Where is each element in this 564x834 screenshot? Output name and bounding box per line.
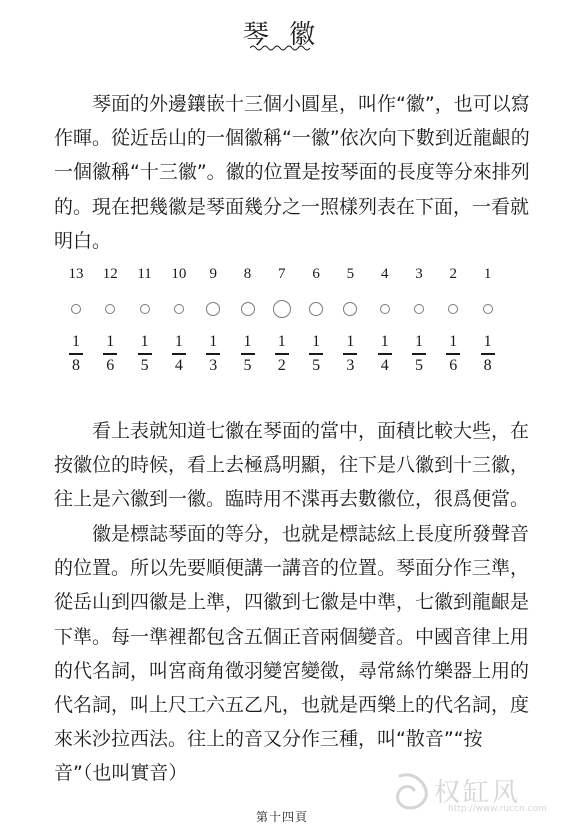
fraction-denominator: 5: [243, 356, 252, 374]
hui-fraction: [468, 332, 508, 376]
fraction-bar: [206, 353, 220, 355]
fraction-denominator: 3: [346, 356, 355, 374]
fraction-numerator: 1: [140, 333, 149, 350]
fraction-numerator: 1: [415, 333, 423, 350]
hui-dot-wrap: [468, 298, 508, 324]
hui-dot-icon: [380, 304, 390, 314]
hui-number: 13: [68, 266, 84, 282]
fraction-numerator: 1: [312, 333, 321, 350]
hui-number: 10: [171, 266, 187, 282]
hui-dot-icon: [174, 304, 184, 314]
fraction-denominator: 8: [72, 356, 80, 374]
paragraph-intro: 琴面的外邊鑲嵌十三個小圓星，叫作“徽”，也可以寫作暉。從近岳山的一個徽稱“一徽”依次向下數到近龍齦的一個徽稱“十三徽”。徽的位置是按琴面的長度等分來排列的。現在把幾徽是琴面幾分之一照樣列表在下面，一看就明白。: [54, 93, 530, 252]
fraction-numerator: 1: [209, 333, 218, 350]
fraction-denominator: 3: [209, 356, 218, 374]
fraction-numerator: 1: [449, 333, 458, 350]
fraction-denominator: 5: [312, 356, 321, 374]
watermark-url: http://www.ruccn.com: [448, 804, 547, 814]
page-title: 琴 徽: [242, 20, 322, 50]
hui-number: 11: [137, 266, 152, 282]
hui-dot-icon: [343, 302, 357, 316]
fraction-bar: [412, 353, 426, 355]
fraction-bar: [241, 353, 255, 355]
hui-number: 4: [380, 266, 389, 282]
fraction-bar: [343, 353, 357, 355]
hui-dot-icon: [71, 304, 81, 314]
fraction-numerator: 1: [277, 333, 286, 350]
fraction-numerator: 1: [483, 333, 492, 350]
fraction-denominator: 8: [483, 356, 492, 374]
fraction-denominator: 4: [174, 356, 183, 374]
hui-number: 3: [415, 266, 423, 282]
hui-dot-icon: [448, 304, 458, 314]
hui-dot-icon: [140, 304, 150, 314]
fraction-numerator: 1: [380, 333, 389, 350]
hui-number: 8: [243, 266, 252, 282]
hui-number: 5: [346, 266, 355, 282]
hui-dot-icon: [273, 300, 291, 318]
fraction-numerator: 1: [72, 333, 80, 350]
hui-dot-icon: [105, 304, 115, 314]
hui-dot-icon: [483, 304, 493, 314]
hui-dot-icon: [414, 304, 424, 314]
watermark-text: 权缸风: [434, 778, 522, 808]
fraction-bar: [69, 353, 83, 355]
hui-column: [468, 262, 508, 376]
fraction-numerator: 1: [243, 333, 252, 350]
fraction-denominator: 2: [277, 356, 286, 374]
hui-number: 1: [483, 266, 492, 282]
hui-number: 9: [209, 266, 217, 282]
page-number: 第十四頁: [255, 810, 308, 824]
guqin-logo-icon: [392, 770, 432, 812]
fraction-denominator: 4: [380, 356, 389, 374]
fraction-denominator: 6: [449, 356, 458, 374]
title-underline-wave: [250, 44, 312, 52]
fraction-numerator: 1: [346, 333, 355, 350]
fraction-bar: [309, 353, 323, 355]
fraction-denominator: 6: [106, 356, 115, 374]
hui-dot-icon: [241, 302, 255, 316]
fraction-bar: [275, 353, 289, 355]
fraction-bar: [378, 353, 392, 355]
hui-number: 6: [312, 266, 320, 282]
fraction-denominator: 5: [140, 356, 149, 374]
paragraph-seventh-hui: 看上表就知道七徽在琴面的當中，面積比較大些，在按徽位的時候，看上去極爲明顯，往下是八徽到十三徽，往上是六徽到一徽。臨時用不渫再去數徽位，很爲便當。: [54, 420, 530, 511]
hui-number: 2: [449, 266, 458, 282]
fraction-numerator: 1: [174, 333, 183, 350]
hui-number: 12: [102, 266, 118, 282]
paragraph-sound-positions: 徽是標誌琴面的等分，也就是標誌絃上長度所發聲音的位置。所以先要順便講一講音的位置。琴面分作三準，從岳山到四徽是上準，四徽到七徽是中準，七徽到龍齦是下準。每一準裡都包含五個正音兩個變音。中國音律上用的代名詞，叫宮商角徵羽變宮變徵，尋常絲竹樂器上用的代名詞，叫上尺工六五乙凡，也就是西樂上的代名詞，度來米沙拉西法。往上的音又分作三種，叫“散音”“按音”（也叫實音）: [54, 523, 530, 785]
fraction-bar: [172, 353, 186, 355]
fraction-bar: [481, 353, 495, 355]
hui-position-table: [68, 262, 516, 382]
fraction-bar: [138, 353, 152, 355]
hui-dot-icon: [206, 302, 220, 316]
hui-dot-icon: [309, 302, 323, 316]
hui-number: 7: [278, 266, 286, 282]
fraction-numerator: 1: [106, 333, 115, 350]
fraction-bar: [446, 353, 460, 355]
fraction-denominator: 5: [415, 356, 423, 374]
fraction-bar: [103, 353, 117, 355]
